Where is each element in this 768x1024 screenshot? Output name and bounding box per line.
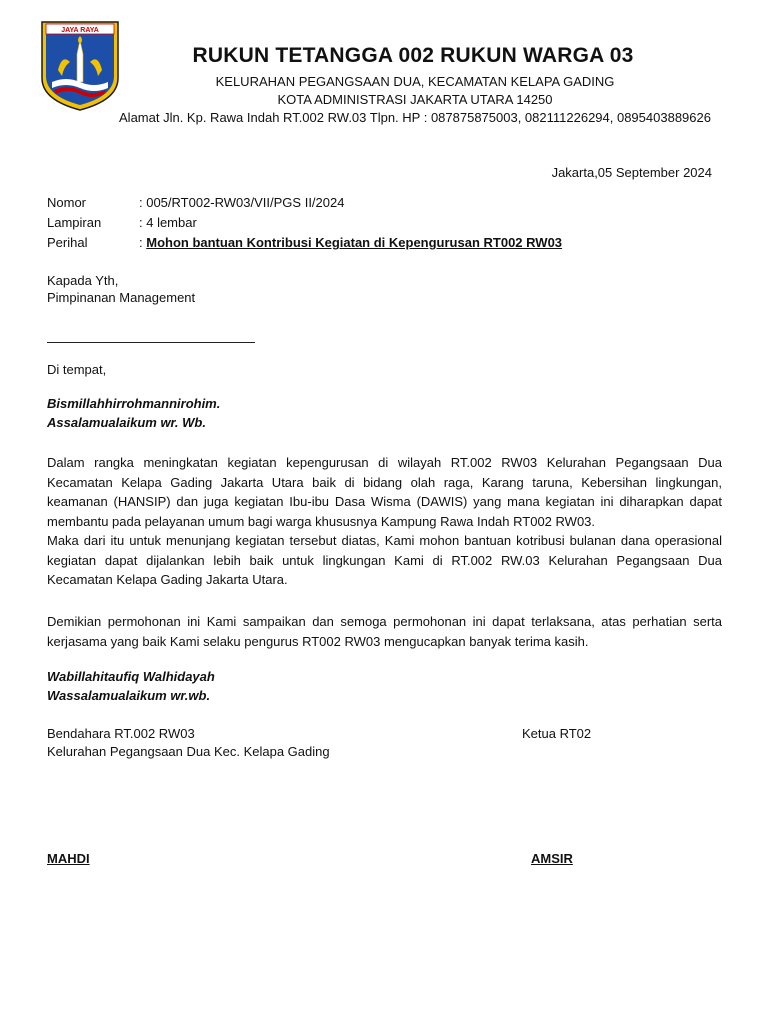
greeting-salam: Assalamualaikum wr. Wb. <box>47 415 206 430</box>
closing-line2: Wassalamualaikum wr.wb. <box>47 688 211 703</box>
perihal-value-wrap <box>139 235 562 250</box>
svg-text:JAYA RAYA: JAYA RAYA <box>61 27 99 34</box>
lampiran-label: Lampiran <box>47 215 102 230</box>
nomor-label: Nomor <box>47 195 87 210</box>
letterhead-address: Alamat Jln. Kp. Rawa Indah RT.002 RW.03 Tlpn. HP : 087875875003, 082111226294, 0895403889626 <box>119 110 711 125</box>
letterhead-city: KOTA ADMINISTRASI JAKARTA UTARA 14250 <box>277 92 553 107</box>
recipient-blank-line <box>47 342 255 343</box>
perihal-colon: : <box>139 235 147 250</box>
body-paragraph-3: Demikian permohonan ini Kami sampaikan dan semoga permohonan ini dapat terlaksana, atas perhatian serta kerjasama yang baik Kami selaku pengurus RT002 RW03 mengucapkan banyak terima kasih. <box>47 614 722 649</box>
greeting-bismillah: Bismillahhirrohmannirohim. <box>47 396 221 411</box>
letterhead-district: KELURAHAN PEGANGSAAN DUA, KECAMATAN KELAPA GADING <box>215 74 615 89</box>
perihal-label: Perihal <box>47 235 88 250</box>
signature-right-name: AMSIR <box>531 851 573 866</box>
nomor-value: : 005/RT002-RW03/VII/PGS II/2024 <box>139 195 345 210</box>
perihal-value: Mohon bantuan Kontribusi Kegiatan di Kepengurusan RT002 RW03 <box>146 235 563 250</box>
body-paragraph-1: Dalam rangka meningkatan kegiatan kepengurusan di wilayah RT.002 RW03 Kelurahan Pegangsaan Dua Kecamatan Kelapa Gading Jakarta Utara baik di bidang olah raga, Karang taruna, Kebersihan lingkungan, keamanan (HANSIP) dan juga kegiatan Ibu-ibu Dasa Wisma (DAWIS) yang mana kegiatan ini diharapkan dapat membantu pada pelayanan umum bagi warga khususnya Kampung Rawa Indah RT002 RW03. <box>47 455 722 529</box>
signature-left-name: MAHDI <box>47 851 90 866</box>
closing-line1: Wabillahitaufiq Walhidayah <box>47 669 215 684</box>
lampiran-value: : 4 lembar <box>139 215 197 230</box>
signature-right-title: Ketua RT02 <box>522 726 592 741</box>
signature-left-subtitle: Kelurahan Pegangsaan Dua Kec. Kelapa Gading <box>47 744 330 759</box>
letterhead-title: RUKUN TETANGGA 002 RUKUN WARGA 03 <box>192 44 634 67</box>
jakarta-emblem-logo <box>40 20 120 112</box>
signature-left-title: Bendahara RT.002 RW03 <box>47 726 195 741</box>
recipient-line2: Pimpinanan Management <box>47 290 196 305</box>
letter-date: Jakarta,05 September 2024 <box>551 165 712 180</box>
body-paragraph-2: Maka dari itu untuk menunjang kegiatan tersebut diatas, Kami mohon bantuan kotribusi bulanan dana operasional kegiatan dapat dijalankan lebih baik untuk lingkungan Kami di RT.002 RW.03 Kelurahan Pegangsaan Dua Kecamatan Kelapa Gading Jakarta Utara. <box>47 533 722 587</box>
recipient-line1: Kapada Yth, <box>47 273 119 288</box>
recipient-place: Di tempat, <box>47 362 107 377</box>
